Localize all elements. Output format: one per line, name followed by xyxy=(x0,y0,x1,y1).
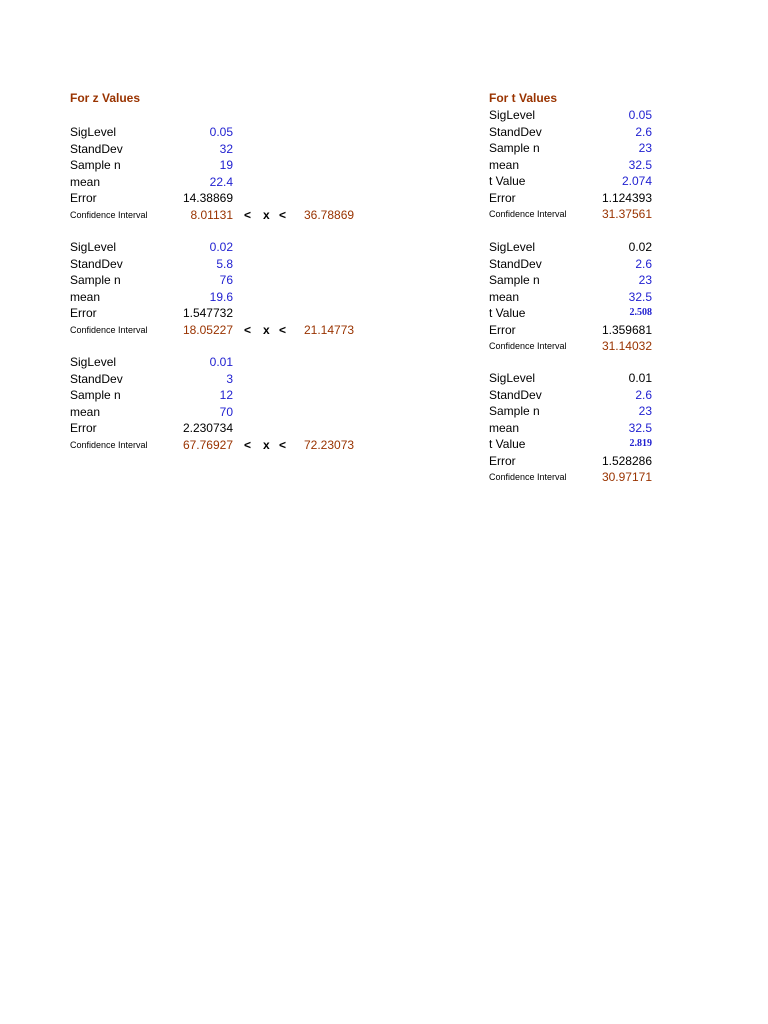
t-row-siglevel xyxy=(489,107,768,123)
row-label: SigLevel xyxy=(489,240,536,254)
z-row-sample-n xyxy=(70,272,370,288)
row-label: Error xyxy=(70,191,97,205)
row-value: 23 xyxy=(638,141,652,155)
row-value: 0.01 xyxy=(628,371,652,385)
t-row-standdev xyxy=(489,256,768,272)
row-label: Sample n xyxy=(489,273,540,287)
less-than-sign: < xyxy=(244,207,252,222)
x-variable: x xyxy=(263,322,270,337)
t-row-mean xyxy=(489,289,768,305)
row-label: SigLevel xyxy=(489,108,536,122)
less-than-sign: < xyxy=(279,437,287,452)
t-row-mean xyxy=(489,157,768,173)
row-label: SigLevel xyxy=(70,355,117,369)
z-confidence-interval-row xyxy=(70,207,370,223)
row-label: mean xyxy=(70,174,101,189)
t-row-error xyxy=(489,322,768,338)
row-label: Sample n xyxy=(70,158,121,172)
row-label: Sample n xyxy=(489,404,540,418)
t-confidence-interval-row xyxy=(489,206,768,222)
z-row-mean xyxy=(70,289,370,305)
row-label: StandDev xyxy=(489,387,542,402)
row-value: 70 xyxy=(219,404,233,419)
t-confidence-interval-row xyxy=(489,469,768,485)
row-value: 32 xyxy=(219,141,233,156)
ci-label: Confidence Interval xyxy=(70,439,148,450)
t-row-sample-n xyxy=(489,272,768,288)
row-label: StandDev xyxy=(70,141,123,156)
row-value: 2.230734 xyxy=(182,421,233,435)
row-label: SigLevel xyxy=(70,125,117,139)
ci-lower: 8.01131 xyxy=(190,207,233,222)
ci-lower: 18.05227 xyxy=(182,322,233,337)
row-value: 23 xyxy=(638,273,652,287)
t-row-sample-n xyxy=(489,140,768,156)
t-row-error xyxy=(489,453,768,469)
z-row-standdev xyxy=(70,256,370,272)
row-value: 0.01 xyxy=(209,355,233,369)
z-row-standdev xyxy=(70,141,370,157)
t-row-t-value xyxy=(489,436,768,452)
z-row-mean xyxy=(70,404,370,420)
row-label: Error xyxy=(489,190,516,205)
z-values-heading: For z Values xyxy=(70,91,141,105)
row-value: 2.074 xyxy=(621,174,652,188)
t-row-siglevel xyxy=(489,370,768,386)
row-value: 2.6 xyxy=(635,387,652,402)
row-label: Error xyxy=(489,322,516,337)
row-label: Sample n xyxy=(70,388,121,402)
row-label: Error xyxy=(489,453,516,468)
row-value: 14.38869 xyxy=(182,191,233,205)
t-row-mean xyxy=(489,420,768,436)
less-than-sign: < xyxy=(244,322,252,337)
row-value: 32.5 xyxy=(628,420,652,435)
z-row-siglevel xyxy=(70,354,370,370)
t-row-sample-n xyxy=(489,403,768,419)
row-value: 0.02 xyxy=(628,240,652,254)
row-value: 23 xyxy=(638,404,652,418)
t-row-error xyxy=(489,190,768,206)
row-value: 22.4 xyxy=(209,174,233,189)
row-label: StandDev xyxy=(489,124,542,139)
t-row-siglevel xyxy=(489,239,768,255)
row-label: StandDev xyxy=(70,256,123,271)
row-label: SigLevel xyxy=(70,240,117,254)
ci-value: 31.37561 xyxy=(601,207,652,221)
ci-label: Confidence Interval xyxy=(489,209,567,219)
z-confidence-interval-row xyxy=(70,322,370,338)
row-value: 2.819 xyxy=(629,438,652,449)
row-value: 1.124393 xyxy=(601,190,652,205)
x-variable: x xyxy=(263,437,270,452)
z-row-error xyxy=(70,420,370,436)
row-label: t Value xyxy=(489,174,526,188)
less-than-sign: < xyxy=(244,437,252,452)
row-label: mean xyxy=(489,289,520,304)
z-row-error xyxy=(70,305,370,321)
row-label: Sample n xyxy=(70,273,121,287)
t-row-standdev xyxy=(489,124,768,140)
less-than-sign: < xyxy=(279,322,287,337)
row-label: SigLevel xyxy=(489,371,536,385)
row-value: 2.508 xyxy=(629,307,652,318)
t-row-standdev xyxy=(489,387,768,403)
row-value: 32.5 xyxy=(628,289,652,304)
z-row-siglevel xyxy=(70,239,370,255)
t-values-heading: For t Values xyxy=(489,91,558,105)
row-label: mean xyxy=(70,289,101,304)
ci-label: Confidence Interval xyxy=(489,341,567,351)
row-label: Error xyxy=(70,306,97,320)
row-value: 0.05 xyxy=(209,125,233,139)
row-label: StandDev xyxy=(489,256,542,271)
ci-upper: 72.23073 xyxy=(304,437,355,452)
less-than-sign: < xyxy=(279,207,287,222)
row-label: t Value xyxy=(489,437,526,451)
row-value: 1.528286 xyxy=(601,453,652,468)
ci-lower: 67.76927 xyxy=(182,437,233,452)
row-value: 2.6 xyxy=(635,124,652,139)
t-row-t-value xyxy=(489,173,768,189)
row-value: 19 xyxy=(219,158,233,172)
ci-value: 31.14032 xyxy=(601,339,652,353)
row-value: 0.02 xyxy=(209,240,233,254)
row-value: 0.05 xyxy=(628,108,652,122)
row-value: 76 xyxy=(219,273,233,287)
row-label: Sample n xyxy=(489,141,540,155)
ci-label: Confidence Interval xyxy=(70,209,148,220)
z-row-error xyxy=(70,190,370,206)
row-label: Error xyxy=(70,421,97,435)
row-value: 3 xyxy=(226,371,233,386)
row-label: StandDev xyxy=(70,371,123,386)
z-row-sample-n xyxy=(70,157,370,173)
z-row-standdev xyxy=(70,371,370,387)
row-value: 2.6 xyxy=(635,256,652,271)
ci-upper: 36.78869 xyxy=(304,207,355,222)
z-confidence-interval-row xyxy=(70,437,370,453)
t-confidence-interval-row xyxy=(489,338,768,354)
z-row-mean xyxy=(70,174,370,190)
row-value: 1.359681 xyxy=(601,322,652,337)
z-row-sample-n xyxy=(70,387,370,403)
x-variable: x xyxy=(263,207,270,222)
row-value: 1.547732 xyxy=(182,306,233,320)
row-value: 12 xyxy=(219,388,233,402)
row-label: mean xyxy=(70,404,101,419)
row-value: 19.6 xyxy=(209,289,233,304)
t-row-t-value xyxy=(489,305,768,321)
ci-label: Confidence Interval xyxy=(489,472,567,482)
ci-upper: 21.14773 xyxy=(304,322,355,337)
row-value: 32.5 xyxy=(628,157,652,172)
z-row-siglevel xyxy=(70,124,370,140)
row-label: mean xyxy=(489,157,520,172)
row-label: mean xyxy=(489,420,520,435)
ci-value: 30.97171 xyxy=(601,470,652,484)
ci-label: Confidence Interval xyxy=(70,324,148,335)
row-value: 5.8 xyxy=(216,256,233,271)
row-label: t Value xyxy=(489,306,526,320)
